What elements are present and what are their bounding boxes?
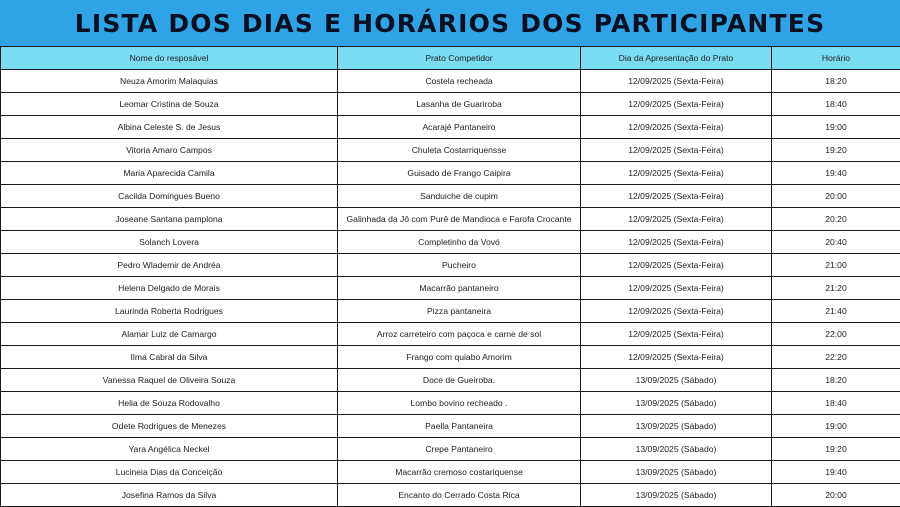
cell-name: Yara Angélica Neckel xyxy=(1,438,338,461)
cell-dish: Guisado de Frango Caipira xyxy=(338,162,581,185)
cell-dish: Pucheiro xyxy=(338,254,581,277)
cell-time: 19:20 xyxy=(772,438,900,461)
cell-date: 12/09/2025 (Sexta-Feira) xyxy=(581,254,772,277)
cell-dish: Chuleta Costarriquensse xyxy=(338,139,581,162)
cell-dish: Crepe Pantaneiro xyxy=(338,438,581,461)
page-title: LISTA DOS DIAS E HORÁRIOS DOS PARTICIPANTES xyxy=(75,9,826,38)
column-header-time: Horário xyxy=(772,47,900,70)
cell-time: 20:20 xyxy=(772,208,900,231)
cell-time: 19:40 xyxy=(772,461,900,484)
cell-time: 20:00 xyxy=(772,185,900,208)
cell-date: 12/09/2025 (Sexta-Feira) xyxy=(581,346,772,369)
cell-name: Cacilda Domingues Bueno xyxy=(1,185,338,208)
cell-date: 13/09/2025 (Sábado) xyxy=(581,392,772,415)
cell-time: 21:00 xyxy=(772,254,900,277)
cell-date: 12/09/2025 (Sexta-Feira) xyxy=(581,116,772,139)
cell-date: 12/09/2025 (Sexta-Feira) xyxy=(581,300,772,323)
cell-name: Helia de Souza Rodovalho xyxy=(1,392,338,415)
cell-dish: Galinhada da Jô com Purê de Mandioca e Farofa Crocante xyxy=(338,208,581,231)
cell-date: 13/09/2025 (Sábado) xyxy=(581,438,772,461)
cell-date: 12/09/2025 (Sexta-Feira) xyxy=(581,70,772,93)
column-header-date: Dia da Apresentação do Prato xyxy=(581,47,772,70)
table-row xyxy=(1,254,900,277)
table-row xyxy=(1,346,900,369)
table-row xyxy=(1,162,900,185)
table-row xyxy=(1,369,900,392)
cell-dish: Arroz carreteiro com paçoca e carne de sol xyxy=(338,323,581,346)
table-row xyxy=(1,323,900,346)
cell-dish: Lombo bovino recheado . xyxy=(338,392,581,415)
participants-table xyxy=(0,46,900,507)
cell-dish: Sanduiche de cupim xyxy=(338,185,581,208)
cell-name: Solanch Lovera xyxy=(1,231,338,254)
table-row xyxy=(1,185,900,208)
table-row xyxy=(1,484,900,507)
cell-time: 19:20 xyxy=(772,139,900,162)
cell-time: 20:40 xyxy=(772,231,900,254)
cell-date: 12/09/2025 (Sexta-Feira) xyxy=(581,162,772,185)
column-header-name: Nome do resposável xyxy=(1,47,338,70)
cell-date: 12/09/2025 (Sexta-Feira) xyxy=(581,208,772,231)
cell-date: 12/09/2025 (Sexta-Feira) xyxy=(581,323,772,346)
cell-dish: Doce de Gueiroba. xyxy=(338,369,581,392)
cell-dish: Macarrão cremoso costariquense xyxy=(338,461,581,484)
cell-dish: Pizza pantaneira xyxy=(338,300,581,323)
cell-dish: Frango com quiabo Amorim xyxy=(338,346,581,369)
cell-dish: Paella Pantaneira xyxy=(338,415,581,438)
cell-name: Vitoria Amaro Campos xyxy=(1,139,338,162)
cell-date: 13/09/2025 (Sábado) xyxy=(581,369,772,392)
cell-name: Maria Aparecida Camila xyxy=(1,162,338,185)
table-row xyxy=(1,300,900,323)
cell-name: Pedro Wlademir de Andréa xyxy=(1,254,338,277)
cell-name: Odete Rodrigues de Menezes xyxy=(1,415,338,438)
table-row xyxy=(1,415,900,438)
cell-date: 13/09/2025 (Sábado) xyxy=(581,484,772,507)
cell-name: Laurinda Roberta Rodrigues xyxy=(1,300,338,323)
cell-time: 18:40 xyxy=(772,392,900,415)
table-row xyxy=(1,116,900,139)
table-row xyxy=(1,139,900,162)
cell-dish: Completinho da Vovó xyxy=(338,231,581,254)
table-row xyxy=(1,438,900,461)
table-row xyxy=(1,208,900,231)
table-row xyxy=(1,277,900,300)
table-row xyxy=(1,461,900,484)
cell-name: Leomar Cristina de Souza xyxy=(1,93,338,116)
table-row xyxy=(1,93,900,116)
cell-dish: Macarrão pantaneiro xyxy=(338,277,581,300)
cell-name: Neuza Amorim Malaquias xyxy=(1,70,338,93)
cell-name: Joseane Santana pamplona xyxy=(1,208,338,231)
cell-time: 18:40 xyxy=(772,93,900,116)
cell-time: 22:00 xyxy=(772,323,900,346)
cell-name: Josefina Ramos da Silva xyxy=(1,484,338,507)
cell-dish: Costela recheada xyxy=(338,70,581,93)
cell-time: 18:20 xyxy=(772,369,900,392)
cell-date: 13/09/2025 (Sábado) xyxy=(581,461,772,484)
column-header-dish: Prato Competidor xyxy=(338,47,581,70)
cell-time: 18:20 xyxy=(772,70,900,93)
cell-time: 19:40 xyxy=(772,162,900,185)
cell-dish: Lasanha de Guariroba xyxy=(338,93,581,116)
cell-date: 12/09/2025 (Sexta-Feira) xyxy=(581,139,772,162)
title-banner xyxy=(0,0,900,46)
cell-name: Ilma Cabral da Silva xyxy=(1,346,338,369)
cell-time: 22:20 xyxy=(772,346,900,369)
cell-time: 19:00 xyxy=(772,116,900,139)
cell-name: Helena Delgado de Morais xyxy=(1,277,338,300)
cell-date: 12/09/2025 (Sexta-Feira) xyxy=(581,93,772,116)
cell-time: 21:40 xyxy=(772,300,900,323)
cell-date: 12/09/2025 (Sexta-Feira) xyxy=(581,185,772,208)
table-row xyxy=(1,70,900,93)
cell-date: 12/09/2025 (Sexta-Feira) xyxy=(581,277,772,300)
table-row xyxy=(1,392,900,415)
cell-time: 20:00 xyxy=(772,484,900,507)
cell-date: 13/09/2025 (Sábado) xyxy=(581,415,772,438)
cell-time: 19:00 xyxy=(772,415,900,438)
cell-dish: Encanto do Cerrado Costa Rica xyxy=(338,484,581,507)
header-row xyxy=(1,47,900,70)
cell-time: 21:20 xyxy=(772,277,900,300)
cell-name: Lucineia Dias da Conceição xyxy=(1,461,338,484)
table-row xyxy=(1,231,900,254)
cell-name: Albina Celeste S. de Jesus xyxy=(1,116,338,139)
cell-name: Vanessa Raquel de Oliveira Souza xyxy=(1,369,338,392)
cell-date: 12/09/2025 (Sexta-Feira) xyxy=(581,231,772,254)
cell-dish: Acarajé Pantaneiro xyxy=(338,116,581,139)
cell-name: Alamar Luiz de Camargo xyxy=(1,323,338,346)
